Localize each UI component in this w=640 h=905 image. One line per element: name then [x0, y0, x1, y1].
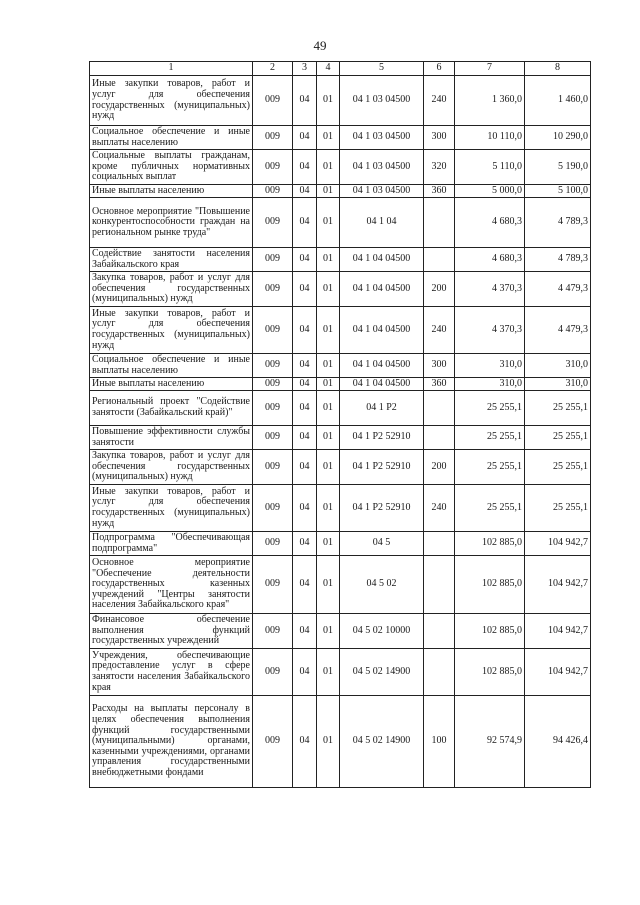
row-value-cell: 102 885,0 — [455, 532, 525, 556]
header-cell: 3 — [293, 62, 317, 76]
row-value-cell: 04 5 — [340, 532, 424, 556]
row-value-cell: 04 — [293, 378, 317, 391]
row-value-cell: 04 1 04 04500 — [340, 272, 424, 307]
row-name-cell: Расходы на выплаты персоналу в целях обеспечения выполнения функций государственными (муниципальными) органами, казенными учреждениями, органами управления государственными внебюджетными фондами — [90, 696, 253, 788]
row-value-cell: 009 — [253, 198, 293, 248]
row-name-cell: Социальные выплаты гражданам, кроме публичных нормативных социальных выплат — [90, 150, 253, 185]
row-value-cell: 10 110,0 — [455, 126, 525, 150]
row-name-cell: Основное мероприятие "Повышение конкурентоспособности граждан на региональном рынке труда" — [90, 198, 253, 248]
row-name-cell: Иные закупки товаров, работ и услуг для обеспечения государственных (муниципальных) нужд — [90, 485, 253, 532]
row-value-cell: 04 1 04 — [340, 198, 424, 248]
row-name-cell: Социальное обеспечение и иные выплаты населению — [90, 354, 253, 378]
row-value-cell — [424, 532, 455, 556]
header-cell: 6 — [424, 62, 455, 76]
row-value-cell: 200 — [424, 450, 455, 485]
row-value-cell: 04 1 03 04500 — [340, 185, 424, 198]
row-value-cell: 009 — [253, 450, 293, 485]
table-row — [90, 185, 591, 198]
table-header — [90, 62, 591, 76]
row-value-cell: 04 — [293, 450, 317, 485]
row-value-cell: 4 370,3 — [455, 307, 525, 354]
row-value-cell: 04 5 02 10000 — [340, 614, 424, 649]
row-value-cell: 01 — [317, 307, 340, 354]
table-row — [90, 450, 591, 485]
row-value-cell: 200 — [424, 272, 455, 307]
table-row — [90, 391, 591, 426]
header-row — [90, 62, 591, 76]
row-value-cell: 4 789,3 — [525, 198, 591, 248]
row-value-cell: 04 1 P2 52910 — [340, 485, 424, 532]
row-value-cell: 04 1 04 04500 — [340, 354, 424, 378]
row-value-cell: 04 — [293, 126, 317, 150]
row-value-cell: 4 479,3 — [525, 272, 591, 307]
row-value-cell: 009 — [253, 485, 293, 532]
row-value-cell: 310,0 — [455, 378, 525, 391]
row-value-cell — [424, 426, 455, 450]
row-value-cell: 310,0 — [525, 354, 591, 378]
row-value-cell: 102 885,0 — [455, 649, 525, 696]
row-name-cell: Финансовое обеспечение выполнения функций государственных учреждений — [90, 614, 253, 649]
row-value-cell: 04 — [293, 696, 317, 788]
row-value-cell: 009 — [253, 696, 293, 788]
row-value-cell: 01 — [317, 649, 340, 696]
row-value-cell: 01 — [317, 450, 340, 485]
row-value-cell: 104 942,7 — [525, 614, 591, 649]
row-value-cell: 240 — [424, 76, 455, 126]
row-value-cell: 10 290,0 — [525, 126, 591, 150]
row-name-cell: Повышение эффективности службы занятости — [90, 426, 253, 450]
row-value-cell — [424, 198, 455, 248]
row-value-cell: 04 1 03 04500 — [340, 150, 424, 185]
row-value-cell: 25 255,1 — [525, 426, 591, 450]
header-cell: 5 — [340, 62, 424, 76]
header-cell: 2 — [253, 62, 293, 76]
table-row — [90, 696, 591, 788]
row-value-cell: 04 1 04 04500 — [340, 248, 424, 272]
row-value-cell: 009 — [253, 426, 293, 450]
row-value-cell: 01 — [317, 614, 340, 649]
row-value-cell: 01 — [317, 248, 340, 272]
row-name-cell: Закупка товаров, работ и услуг для обеспечения государственных (муниципальных) нужд — [90, 272, 253, 307]
row-value-cell: 102 885,0 — [455, 556, 525, 614]
row-value-cell — [424, 248, 455, 272]
row-value-cell: 04 1 04 04500 — [340, 307, 424, 354]
row-value-cell: 009 — [253, 248, 293, 272]
row-value-cell: 04 5 02 14900 — [340, 696, 424, 788]
row-value-cell: 310,0 — [455, 354, 525, 378]
row-value-cell: 009 — [253, 272, 293, 307]
row-value-cell: 5 100,0 — [525, 185, 591, 198]
row-value-cell: 04 — [293, 354, 317, 378]
table-row — [90, 556, 591, 614]
row-value-cell: 300 — [424, 354, 455, 378]
row-value-cell: 240 — [424, 485, 455, 532]
row-value-cell: 5 110,0 — [455, 150, 525, 185]
row-value-cell: 009 — [253, 391, 293, 426]
row-name-cell: Социальное обеспечение и иные выплаты населению — [90, 126, 253, 150]
row-value-cell: 04 — [293, 307, 317, 354]
row-value-cell: 25 255,1 — [525, 391, 591, 426]
row-value-cell: 01 — [317, 272, 340, 307]
row-value-cell: 01 — [317, 426, 340, 450]
row-value-cell: 04 — [293, 532, 317, 556]
row-value-cell — [424, 614, 455, 649]
page-number: 49 — [313, 38, 327, 53]
row-value-cell: 04 1 P2 52910 — [340, 426, 424, 450]
row-value-cell: 4 789,3 — [525, 248, 591, 272]
header-cell: 8 — [525, 62, 591, 76]
row-value-cell: 01 — [317, 696, 340, 788]
row-value-cell: 04 — [293, 272, 317, 307]
row-name-cell: Основное мероприятие "Обеспечение деятельности государственных казенных учреждений "Центры занятости населения Забайкальского края" — [90, 556, 253, 614]
row-value-cell: 009 — [253, 307, 293, 354]
row-value-cell: 300 — [424, 126, 455, 150]
row-value-cell — [424, 391, 455, 426]
row-value-cell: 5 190,0 — [525, 150, 591, 185]
header-cell: 7 — [455, 62, 525, 76]
row-value-cell: 01 — [317, 485, 340, 532]
row-value-cell: 04 5 02 14900 — [340, 649, 424, 696]
table-row — [90, 248, 591, 272]
table-body — [90, 76, 591, 788]
row-value-cell: 92 574,9 — [455, 696, 525, 788]
table-row — [90, 126, 591, 150]
row-value-cell: 009 — [253, 532, 293, 556]
row-value-cell: 04 — [293, 198, 317, 248]
row-name-cell: Иные выплаты населению — [90, 378, 253, 391]
row-value-cell: 1 460,0 — [525, 76, 591, 126]
row-value-cell: 240 — [424, 307, 455, 354]
row-value-cell: 25 255,1 — [455, 450, 525, 485]
row-value-cell: 360 — [424, 185, 455, 198]
row-value-cell: 01 — [317, 354, 340, 378]
row-value-cell: 009 — [253, 185, 293, 198]
row-value-cell: 009 — [253, 354, 293, 378]
row-name-cell: Закупка товаров, работ и услуг для обеспечения государственных (муниципальных) нужд — [90, 450, 253, 485]
table-row — [90, 614, 591, 649]
row-value-cell: 25 255,1 — [455, 485, 525, 532]
row-name-cell: Учреждения, обеспечивающие предоставление услуг в сфере занятости населения Забайкальского края — [90, 649, 253, 696]
row-value-cell: 360 — [424, 378, 455, 391]
row-value-cell: 009 — [253, 614, 293, 649]
table-row — [90, 307, 591, 354]
row-name-cell: Иные закупки товаров, работ и услуг для обеспечения государственных (муниципальных) нужд — [90, 307, 253, 354]
header-cell: 1 — [90, 62, 253, 76]
row-value-cell: 104 942,7 — [525, 556, 591, 614]
row-name-cell: Содействие занятости населения Забайкальского края — [90, 248, 253, 272]
row-value-cell: 310,0 — [525, 378, 591, 391]
row-value-cell: 25 255,1 — [455, 426, 525, 450]
table-row — [90, 426, 591, 450]
row-value-cell: 04 — [293, 485, 317, 532]
row-value-cell: 01 — [317, 126, 340, 150]
row-value-cell: 01 — [317, 198, 340, 248]
row-value-cell: 04 1 04 04500 — [340, 378, 424, 391]
row-value-cell: 04 1 P2 52910 — [340, 450, 424, 485]
row-value-cell: 04 — [293, 391, 317, 426]
budget-table — [89, 61, 591, 788]
row-value-cell: 04 — [293, 556, 317, 614]
row-value-cell: 25 255,1 — [525, 485, 591, 532]
row-value-cell: 4 680,3 — [455, 198, 525, 248]
row-value-cell — [424, 556, 455, 614]
table-row — [90, 198, 591, 248]
row-value-cell: 01 — [317, 185, 340, 198]
row-value-cell: 009 — [253, 378, 293, 391]
row-value-cell: 01 — [317, 150, 340, 185]
row-name-cell: Иные закупки товаров, работ и услуг для обеспечения государственных (муниципальных) нужд — [90, 76, 253, 126]
row-value-cell: 04 1 03 04500 — [340, 126, 424, 150]
row-value-cell: 04 1 03 04500 — [340, 76, 424, 126]
row-name-cell: Иные выплаты населению — [90, 185, 253, 198]
table-row — [90, 649, 591, 696]
row-value-cell: 04 5 02 — [340, 556, 424, 614]
row-value-cell — [424, 649, 455, 696]
row-value-cell: 1 360,0 — [455, 76, 525, 126]
row-value-cell: 4 479,3 — [525, 307, 591, 354]
row-value-cell: 009 — [253, 649, 293, 696]
row-value-cell: 01 — [317, 556, 340, 614]
row-value-cell: 009 — [253, 150, 293, 185]
row-value-cell: 009 — [253, 556, 293, 614]
row-value-cell: 4 680,3 — [455, 248, 525, 272]
row-value-cell: 5 000,0 — [455, 185, 525, 198]
row-value-cell: 104 942,7 — [525, 649, 591, 696]
row-value-cell: 04 — [293, 248, 317, 272]
row-value-cell: 01 — [317, 76, 340, 126]
row-value-cell: 320 — [424, 150, 455, 185]
row-value-cell: 04 1 P2 — [340, 391, 424, 426]
row-value-cell: 01 — [317, 391, 340, 426]
row-value-cell: 102 885,0 — [455, 614, 525, 649]
row-value-cell: 4 370,3 — [455, 272, 525, 307]
table-row — [90, 354, 591, 378]
table-row — [90, 272, 591, 307]
table-row — [90, 532, 591, 556]
table-row — [90, 76, 591, 126]
row-value-cell: 04 — [293, 150, 317, 185]
table-row — [90, 485, 591, 532]
table-row — [90, 150, 591, 185]
row-name-cell: Региональный проект "Содействие занятости (Забайкальский край)" — [90, 391, 253, 426]
row-name-cell: Подпрограмма "Обеспечивающая подпрограмма" — [90, 532, 253, 556]
row-value-cell: 104 942,7 — [525, 532, 591, 556]
row-value-cell: 94 426,4 — [525, 696, 591, 788]
row-value-cell: 04 — [293, 426, 317, 450]
row-value-cell: 009 — [253, 76, 293, 126]
row-value-cell: 04 — [293, 614, 317, 649]
row-value-cell: 01 — [317, 532, 340, 556]
row-value-cell: 04 — [293, 76, 317, 126]
row-value-cell: 25 255,1 — [455, 391, 525, 426]
row-value-cell: 009 — [253, 126, 293, 150]
row-value-cell: 01 — [317, 378, 340, 391]
table-row — [90, 378, 591, 391]
row-value-cell: 04 — [293, 185, 317, 198]
header-cell: 4 — [317, 62, 340, 76]
row-value-cell: 04 — [293, 649, 317, 696]
row-value-cell: 100 — [424, 696, 455, 788]
row-value-cell: 25 255,1 — [525, 450, 591, 485]
